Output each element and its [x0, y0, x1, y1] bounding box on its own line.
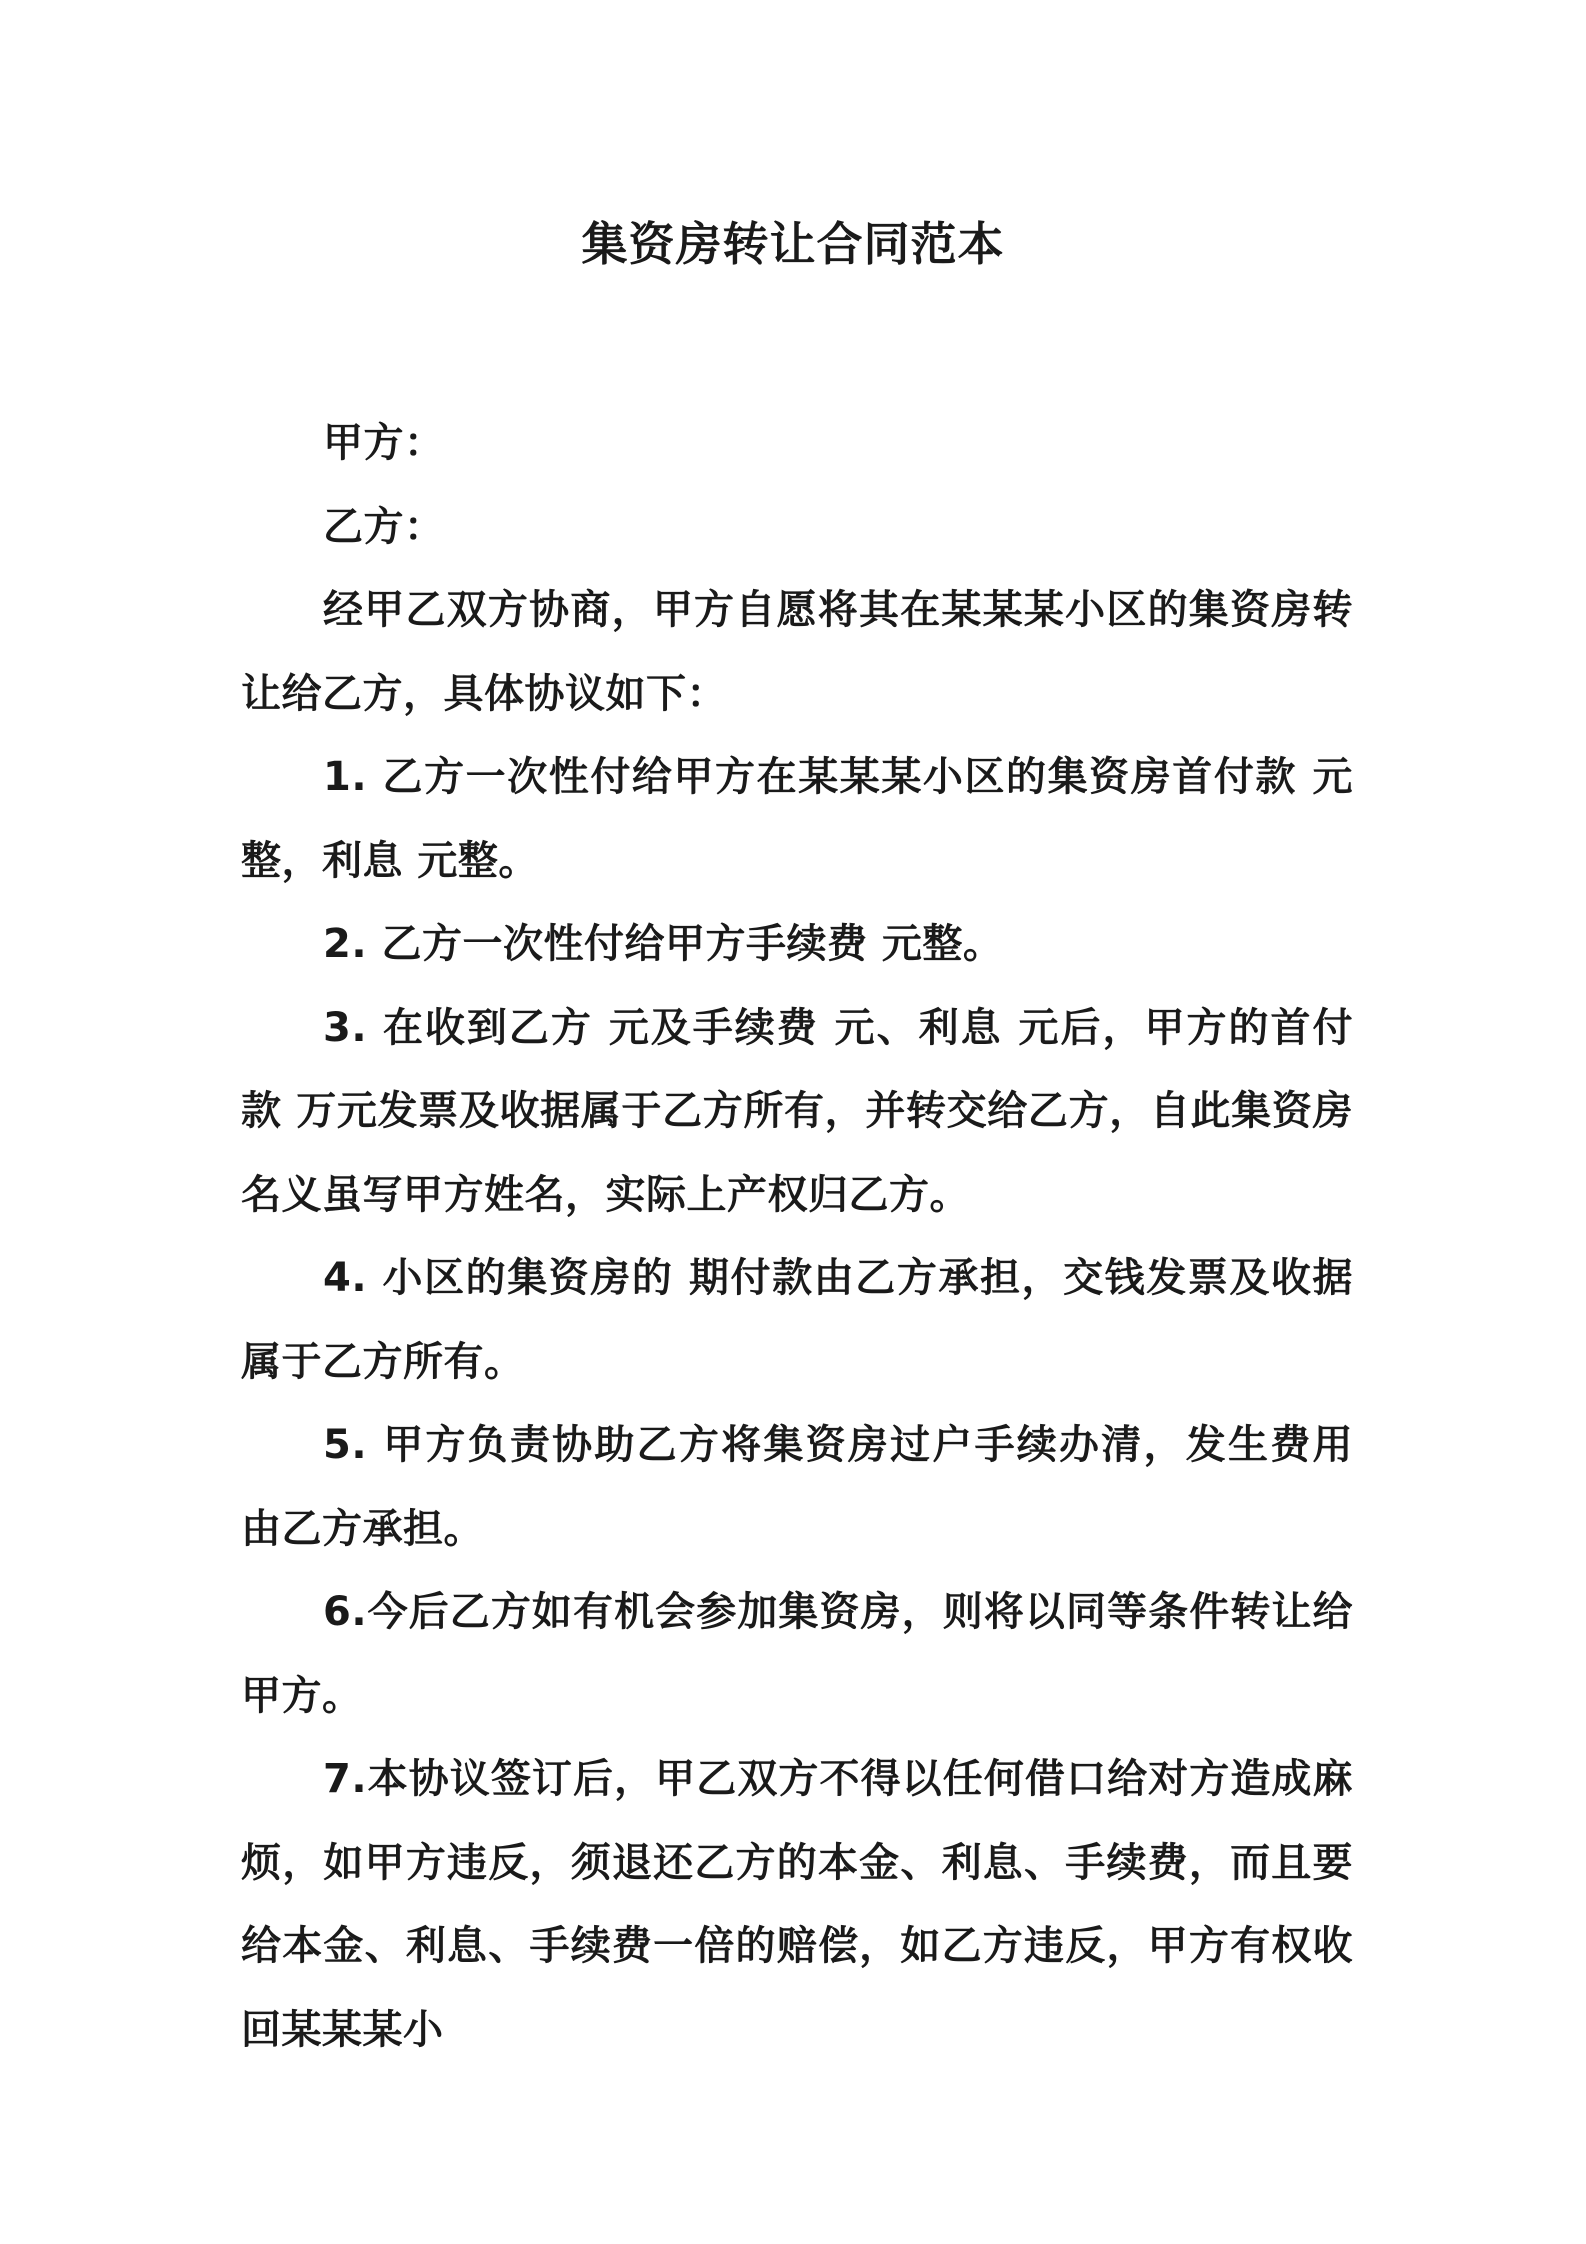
clause-3: 3. 在收到乙方 元及手续费 元、利息 元后，甲方的首付款 万元发票及收据属于乙方所有，并转交给乙方，自此集资房名义虽写甲方姓名，实际上产权归乙方。 — [241, 1004, 1353, 1218]
clause-7: 7.本协议签订后，甲乙双方不得以任何借口给对方造成麻烦，如甲方违反，须退还乙方的本金、利息、手续费，而且要给本金、利息、手续费一倍的赔偿，如乙方违反，甲方有权收回某某某小 — [241, 1756, 1353, 2053]
clause-6: 6.今后乙方如有机会参加集资房，则将以同等条件转让给甲方。 — [241, 1589, 1353, 1719]
clause-2: 2. 乙方一次性付给甲方手续费 元整。 — [323, 921, 1004, 967]
clause-5: 5. 甲方负责协助乙方将集资房过户手续办清，发生费用由乙方承担。 — [241, 1422, 1353, 1552]
party-b-line: 乙方： — [323, 503, 445, 550]
clause-4: 4. 小区的集资房的 期付款由乙方承担，交钱发票及收据属于乙方所有。 — [241, 1255, 1353, 1385]
clause-1: 1. 乙方一次性付给甲方在某某某小区的集资房首付款 元整，利息 元整。 — [241, 754, 1353, 884]
party-a-line: 甲方： — [323, 420, 445, 466]
intro-paragraph: 经甲乙双方协商，甲方自愿将其在某某某小区的集资房转让给乙方，具体协议如下： — [241, 587, 1353, 717]
document-title: 集资房转让合同范本 — [581, 217, 1005, 271]
document-body — [241, 402, 1353, 2072]
